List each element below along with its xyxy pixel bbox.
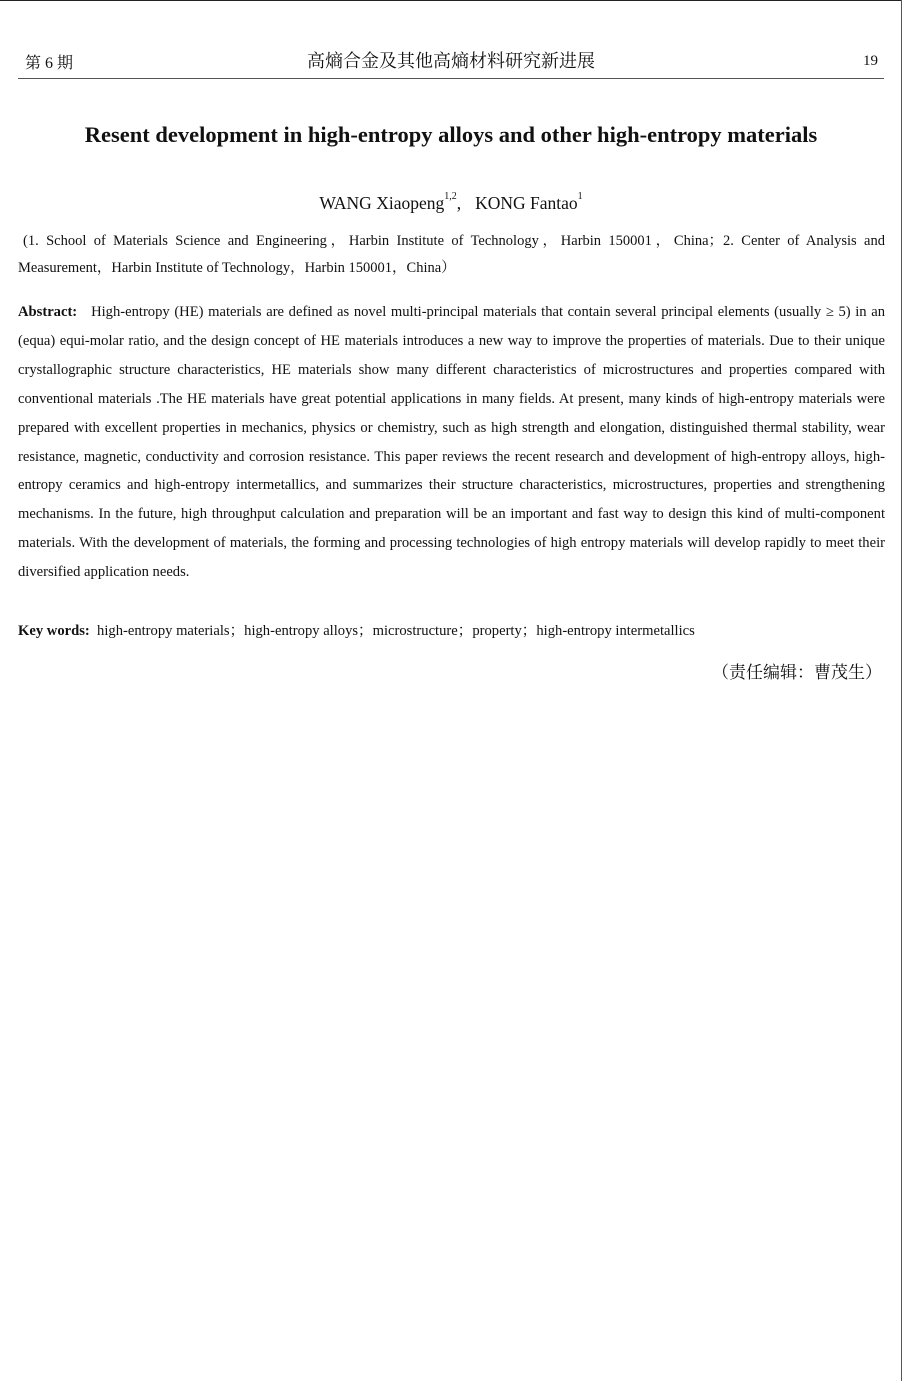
page-top-border xyxy=(0,0,902,1)
keywords-text: high-entropy materials；high-entropy alloys；microstructure；property；high-entropy intermetallics xyxy=(97,623,695,639)
paper-title: Resent development in high-entropy alloys and other high-entropy materials xyxy=(84,122,818,147)
keywords-line xyxy=(18,617,885,645)
author-affiliation-mark: 1 xyxy=(577,191,583,202)
journal-running-title: 高熵合金及其他高熵材料研究新进展 xyxy=(307,51,595,71)
abstract-text: High-entropy (HE) materials are defined as novel multi-principal materials that contain several principal elements (usually ≥ 5) in an (equa) equi-molar ratio, and the design concept of HE materials introduces a new way to improve the properties of materials. Due to their unique crystallographic structure characteristics, HE materials show many different characteristics of microstructures and properties compared with conventional materials .The HE materials have great potential applications in many fields. At present, many kinds of high-entropy materials were prepared with excellent properties in mechanics, physics or chemistry, such as high strength and elongation, distinguished thermal stability, wear resistance, magnetic, conductivity and corrosion resistance. This paper reviews the recent research and development of high-entropy alloys, high-entropy ceramics and high-entropy intermetallics, and summarizes their structure characteristics, microstructures, properties and strengthening mechanisms. In the future, high throughput calculation and preparation will be an important and fast way to design this kind of multi-component materials. With the development of materials, the forming and processing technologies of high entropy materials will develop rapidly to meet their diversified application needs. xyxy=(18,304,885,581)
keywords-label: Key words: xyxy=(18,623,90,639)
issue-number: 第 6 期 xyxy=(25,55,74,72)
author-separator: , xyxy=(456,193,462,213)
author-name: WANG Xiaopeng xyxy=(319,193,445,213)
author-name: KONG Fantao xyxy=(475,193,578,213)
author-list xyxy=(18,193,884,214)
running-header xyxy=(18,44,884,79)
abstract-paragraph xyxy=(18,298,885,587)
affiliation-block: (1. School of Materials Science and Engineering，Harbin Institute of Technology，Harbin 150001，China；2. Center of Analysis and Measurement，Harbin Institute of Technology，Harbin 150001，China） xyxy=(18,233,885,276)
author-affiliation-mark: 1,2 xyxy=(444,191,457,202)
abstract-label: Abstract: xyxy=(18,304,78,320)
editor-note: （责任编辑：曹茂生） xyxy=(712,663,882,682)
page-number: 19 xyxy=(863,53,878,69)
